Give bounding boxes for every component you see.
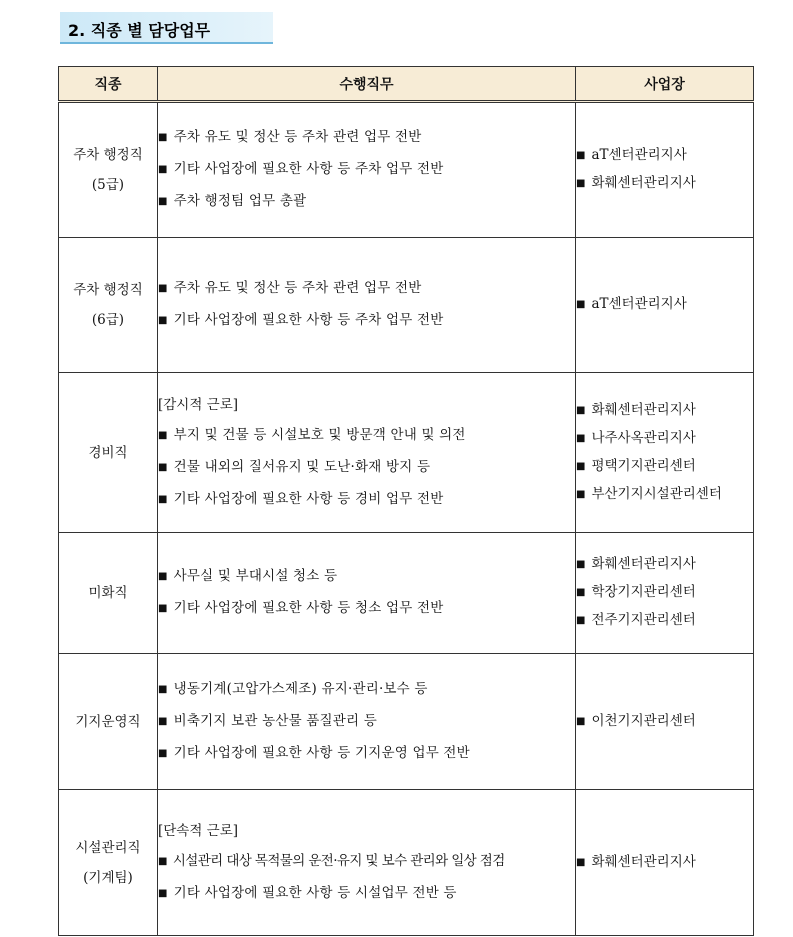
square-bullet-icon: ■ [576, 404, 586, 416]
job-cell [59, 533, 158, 654]
square-bullet-icon: ■ [158, 315, 168, 326]
work-type-note: [단속적 근로] [158, 822, 239, 839]
site-text: 부산기지시설관리센터 [591, 485, 722, 502]
site-text: 나주사옥관리지사 [591, 429, 696, 446]
square-bullet-icon: ■ [576, 715, 586, 727]
square-bullet-icon: ■ [158, 493, 168, 505]
site-text: 화훼센터관리지사 [591, 175, 696, 191]
site-item [576, 453, 753, 481]
square-bullet-icon: ■ [158, 715, 168, 727]
duty-item [158, 706, 575, 738]
job-line: 주차 행정직 [73, 147, 143, 163]
duty-text: 건물 내외의 질서유지 및 도난·화재 방지 등 [173, 458, 431, 475]
duty-text: 기타 사업장에 필요한 사항 등 경비 업무 전반 [173, 490, 444, 507]
duty-text: 기타 사업장에 필요한 사항 등 시설업무 전반 등 [173, 884, 457, 901]
work-type-note: [감시적 근로] [158, 396, 239, 413]
sites-cell [576, 790, 754, 936]
duties-cell [158, 533, 576, 654]
square-bullet-icon: ■ [576, 460, 586, 472]
job-cell [59, 654, 158, 790]
duty-text: 주차 유도 및 정산 등 주차 관련 업무 전반 [173, 129, 422, 145]
site-item [576, 481, 753, 509]
duties-cell [158, 790, 576, 936]
table-row [59, 654, 754, 790]
duty-item [158, 305, 575, 337]
square-bullet-icon: ■ [158, 603, 168, 614]
square-bullet-icon: ■ [576, 299, 586, 310]
square-bullet-icon: ■ [576, 150, 586, 161]
square-bullet-icon: ■ [158, 747, 168, 759]
square-bullet-icon: ■ [576, 488, 586, 500]
duty-text: 주차 유도 및 정산 등 주차 관련 업무 전반 [173, 280, 422, 296]
duty-text: 기타 사업장에 필요한 사항 등 주차 업무 전반 [173, 312, 444, 328]
duty-item [158, 674, 575, 706]
square-bullet-icon: ■ [158, 461, 168, 473]
table-row [59, 102, 754, 238]
site-item [576, 397, 753, 425]
job-line: 시설관리직 [75, 839, 141, 856]
duty-item [158, 154, 575, 186]
site-text: 이천기지관리센터 [591, 712, 696, 729]
header-sites: 사업장 [576, 67, 754, 102]
duty-text: 비축기지 보관 농산물 품질관리 등 [173, 712, 377, 729]
duty-item [158, 420, 575, 452]
sites-cell [576, 373, 754, 533]
square-bullet-icon: ■ [576, 856, 586, 868]
header-duties: 수행직무 [158, 67, 576, 102]
site-item [576, 425, 753, 453]
site-item [576, 607, 753, 635]
job-line: 경비직 [88, 444, 128, 461]
square-bullet-icon: ■ [158, 683, 168, 695]
duty-table [58, 66, 754, 936]
square-bullet-icon: ■ [158, 887, 168, 899]
job-cell [59, 373, 158, 533]
duty-text: 부지 및 건물 등 시설보호 및 방문객 안내 및 의전 [173, 426, 466, 443]
sites-cell [576, 102, 754, 238]
duty-text: 기타 사업장에 필요한 사항 등 기지운영 업무 전반 [173, 744, 470, 761]
site-item [576, 142, 753, 170]
square-bullet-icon: ■ [158, 283, 168, 294]
site-text: aT센터관리지사 [591, 147, 687, 163]
square-bullet-icon: ■ [158, 855, 167, 867]
site-text: 화훼센터관리지사 [591, 853, 696, 870]
sites-cell [576, 654, 754, 790]
duty-item [158, 122, 575, 154]
duty-text: 주차 행정팀 업무 총괄 [173, 193, 307, 209]
header-job: 직종 [59, 67, 158, 102]
duty-item [158, 561, 575, 593]
job-line: (5급) [91, 177, 125, 193]
sites-cell [576, 238, 754, 373]
duties-cell [158, 238, 576, 373]
duty-item [158, 878, 575, 910]
square-bullet-icon: ■ [158, 164, 168, 175]
duty-text: 기타 사업장에 필요한 사항 등 청소 업무 전반 [173, 600, 444, 616]
sites-cell [576, 533, 754, 654]
site-text: 화훼센터관리지사 [591, 401, 696, 418]
site-item [576, 551, 753, 579]
site-item [576, 170, 753, 198]
duty-item [158, 484, 575, 516]
duty-item [158, 738, 575, 770]
site-item [576, 708, 753, 736]
site-item [576, 849, 753, 877]
duty-text: 기타 사업장에 필요한 사항 등 주차 업무 전반 [173, 161, 444, 177]
duty-text: 사무실 및 부대시설 청소 등 [173, 568, 338, 584]
duty-item [158, 273, 575, 305]
site-text: aT센터관리지사 [591, 296, 687, 312]
section-title-text: 2. 직종 별 담당업무 [68, 21, 211, 40]
square-bullet-icon: ■ [158, 196, 168, 207]
duty-item [158, 593, 575, 625]
duty-item [158, 846, 575, 878]
duties-cell [158, 102, 576, 238]
job-line: (6급) [91, 312, 125, 328]
square-bullet-icon: ■ [158, 132, 168, 143]
job-cell [59, 790, 158, 936]
section-title [60, 12, 273, 44]
site-item [576, 579, 753, 607]
square-bullet-icon: ■ [158, 429, 168, 441]
duty-text: 냉동기계(고압가스제조) 유지·관리·보수 등 [173, 680, 428, 697]
site-text: 전주기지관리센터 [591, 612, 696, 628]
site-text: 학장기지관리센터 [591, 584, 696, 600]
duties-cell [158, 373, 576, 533]
site-text: 평택기지관리센터 [591, 457, 696, 474]
table-row [59, 373, 754, 533]
table-header-row [59, 67, 754, 102]
square-bullet-icon: ■ [576, 178, 586, 189]
duty-text: 시설관리 대상 목적물의 운전·유지 및 보수 관리와 일상 점검 [172, 852, 505, 869]
table-row [59, 790, 754, 936]
site-item [576, 291, 753, 319]
job-line: 기지운영직 [75, 713, 141, 730]
duty-item [158, 452, 575, 484]
square-bullet-icon: ■ [576, 559, 586, 570]
job-cell [59, 238, 158, 373]
table-row [59, 238, 754, 373]
job-cell [59, 102, 158, 238]
table-row [59, 533, 754, 654]
job-line: 미화직 [88, 585, 128, 601]
square-bullet-icon: ■ [576, 432, 586, 444]
duties-cell [158, 654, 576, 790]
square-bullet-icon: ■ [158, 571, 168, 582]
duty-item [158, 186, 575, 218]
square-bullet-icon: ■ [576, 615, 586, 626]
job-line: 주차 행정직 [73, 282, 143, 298]
square-bullet-icon: ■ [576, 587, 586, 598]
job-line: (기계팀) [83, 869, 133, 886]
site-text: 화훼센터관리지사 [591, 556, 696, 572]
